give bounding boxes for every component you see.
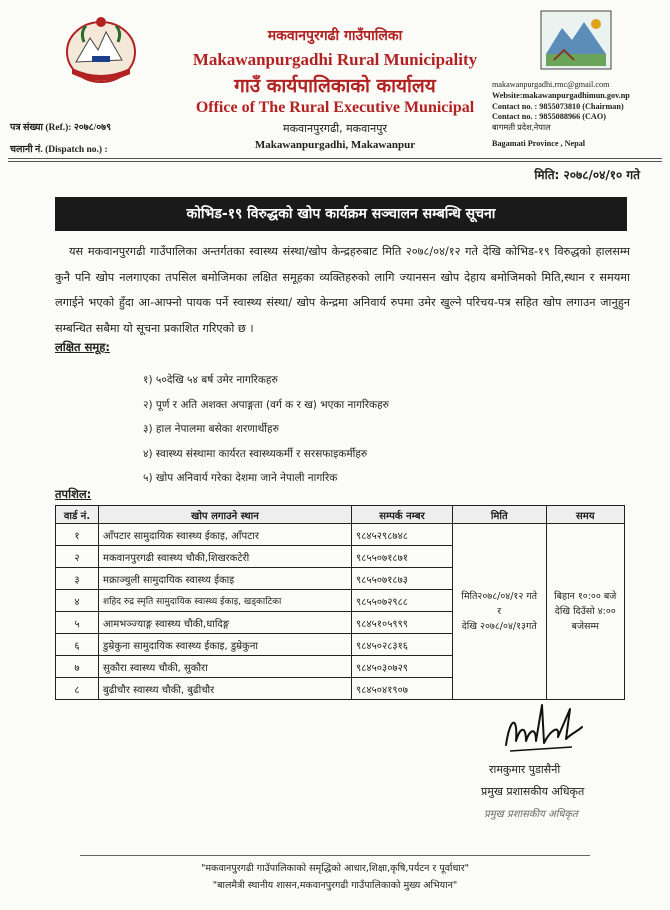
municipality-name-np: मकवानपुरगढी गाउँपालिका — [267, 28, 403, 44]
header-phone: सम्पर्क नम्बर — [352, 506, 453, 524]
date-line: मिति२०७८/०४/१२ गते — [461, 591, 538, 602]
list-item: २) पूर्ण र अति अशक्त अपाङ्गता (वर्ग क र ख) भएका नागरिकहरु — [143, 398, 389, 411]
vaccination-place: सुकौरा स्वास्थ्य चौकी, सुकौरा — [99, 656, 352, 678]
vaccination-place: मक्राञ्चुली सामुदायिक स्वास्थ्य ईकाइ — [99, 568, 352, 590]
contact-website: Website:makawanpurgadhimun.gov.np — [492, 90, 630, 100]
date-line: देखि २०७८/०४/१३गते — [461, 621, 537, 632]
time-line: बजेसम्म — [571, 621, 599, 632]
header-ward: वार्ड नं. — [56, 506, 99, 524]
list-item: ४) स्वास्थ्य संस्थामा कार्यरत स्वास्थ्यकर्मी र सरसफाइकर्मीहरु — [143, 447, 368, 460]
footer-divider — [80, 855, 590, 856]
time-line: बिहान १०:०० बजे — [554, 591, 617, 602]
signatory-title: प्रमुख प्रशासकीय अधिकृत — [481, 785, 585, 798]
ward-number: ५ — [56, 612, 99, 634]
details-heading: तपशिल: — [55, 487, 92, 501]
contact-number: ९८५५०७२९८८ — [352, 590, 453, 612]
vaccination-place: डुम्रेकुना सामुदायिक स्वास्थ्य ईकाइ, डुम्रेकुना — [99, 634, 352, 656]
vaccination-place: बुढीचौर स्वास्थ्य चौकी, बुढीचौर — [99, 678, 352, 700]
time-line: देखि दिउँसो ४:०० — [554, 606, 616, 617]
vaccination-time — [546, 524, 625, 700]
contact-email: makawanpurgadhi.rmc@gmail.com — [492, 80, 610, 89]
office-name-np: गाउँ कार्यपालिकाको कार्यालय — [234, 75, 436, 97]
vaccination-schedule-table — [55, 505, 625, 700]
contact-block — [492, 80, 667, 150]
header-time: समय — [546, 506, 625, 524]
header-place: खोप लगाउने स्थान — [99, 506, 352, 524]
contact-number: ९८४५१०५९९९ — [352, 612, 453, 634]
notice-date: मिति: २०७८/०४/१० गते — [534, 168, 640, 182]
address-np: मकवानपुरगढी, मकवानपुर — [283, 122, 387, 135]
office-name-en: Office of The Rural Executive Municipal — [195, 99, 475, 116]
signatory-name: रामकुमार पुडासैनी — [489, 763, 561, 776]
dispatch-number: चलानी नं. (Dispatch no.) : — [10, 145, 108, 155]
target-group-heading: लक्षित समूह: — [55, 340, 110, 354]
contact-number: ९८४५०४१९०७ — [352, 678, 453, 700]
ward-number: ४ — [56, 590, 99, 612]
ward-number: २ — [56, 546, 99, 568]
notice-body: यस मकवानपुरगढी गाउँपालिका अन्तर्गतका स्वास्थ्य संस्था/खोप केन्द्रहरुबाट मिति २०७८/०४/१२ गते देखि कोभिड-१९ विरुद्धको हालसम्म कुनै पनि खोप नलगाएका तपसिल बमोजिमका लक्षित समूहका व्यक्तिहरुको लागि ज्यानसन खोप देहाय बमोजिमको मिति,स्थान र समयमा लगाईने भएको हुँदा आ-आफ्नो पायक पर्ने स्वास्थ्य संस्था/ खोप केन्द्रमा अनिवार्य रुपमा उमेर खुल्ने परिचय-पत्र सहित खोप लगाउन जानुहुन सम्बन्धित सबैमा यो सूचना प्रकाशित गरिएको छ । — [55, 245, 630, 335]
vaccination-place: आमभञ्ज्याङ्ग स्वास्थ्य चौकी,धादिङ्ग — [99, 612, 352, 634]
contact-province-np: बागमती प्रदेश,नेपाल — [492, 123, 551, 133]
address-en: Makawanpurgadhi, Makawanpur — [254, 139, 416, 151]
signature-image — [500, 697, 586, 759]
vaccination-place: शहिद रुद्र स्मृति सामुदायिक स्वास्थ्य ईकाइ, खड्काटिका — [99, 590, 352, 612]
list-item: ३) हाल नेपालमा बसेका शरणार्थीहरु — [143, 423, 279, 435]
table-header-row — [56, 506, 625, 524]
vaccination-place: आँपटार सामुदायिक स्वास्थ्य ईकाइ, आँपटार — [99, 524, 352, 546]
notice-title: कोभिड-१९ विरुद्धको खोप कार्यक्रम सञ्चालन सम्बन्धि सूचना — [55, 197, 627, 231]
header-date: मिति — [453, 506, 547, 524]
table-row — [56, 524, 625, 546]
contact-number: ९८५५०७१८७३ — [352, 568, 453, 590]
contact-number: ९८५५०७१८७१ — [352, 546, 453, 568]
contact-number: ९८४५०३०७२९ — [352, 656, 453, 678]
ward-number: ६ — [56, 634, 99, 656]
target-group-list — [143, 368, 389, 491]
vaccination-place: मकवानपुरगढी स्वास्थ्य चौकी,शिखरकटेरी — [99, 546, 352, 568]
ward-number: ३ — [56, 568, 99, 590]
contact-phone-cao: Contact no. : 9855088966 (CAO) — [492, 112, 606, 122]
official-stamp-text: प्रमुख प्रशासकीय अधिकृत — [484, 809, 578, 820]
list-item: ५) खोप अनिवार्य गरेका देशमा जाने नेपाली नागरिक — [143, 472, 338, 484]
vaccination-date — [453, 524, 547, 700]
contact-number: ९८४५२९८७४८ — [352, 524, 453, 546]
footer-slogan-2: "बालमैत्री स्थानीय शासन,मकवानपुरगढी गाउँपालिकाको मुख्य अभियान" — [212, 880, 458, 891]
ward-number: ८ — [56, 678, 99, 700]
contact-province-en: Bagamati Province , Nepal — [492, 138, 586, 148]
ward-number: ७ — [56, 656, 99, 678]
header-divider — [8, 158, 662, 162]
footer-slogan-1: "मकवानपुरगढी गाउँपालिकाको समृद्धिको आधार,शिक्षा,कृषि,पर्यटन र पूर्वाधार" — [200, 863, 470, 874]
date-line: र — [497, 606, 502, 617]
contact-number: ९८४५०२८३१६ — [352, 634, 453, 656]
list-item: १) ५०देखि ५४ बर्ष उमेर नागरिकहरु — [143, 374, 278, 386]
municipality-name-en: Makawanpurgadhi Rural Municipality — [192, 50, 478, 69]
ward-number: १ — [56, 524, 99, 546]
contact-phone-chairman: Contact no. : 9855073810 (Chairman) — [492, 101, 624, 111]
reference-number: पत्र संख्या (Ref.): २०७८/०७९ — [10, 123, 112, 133]
